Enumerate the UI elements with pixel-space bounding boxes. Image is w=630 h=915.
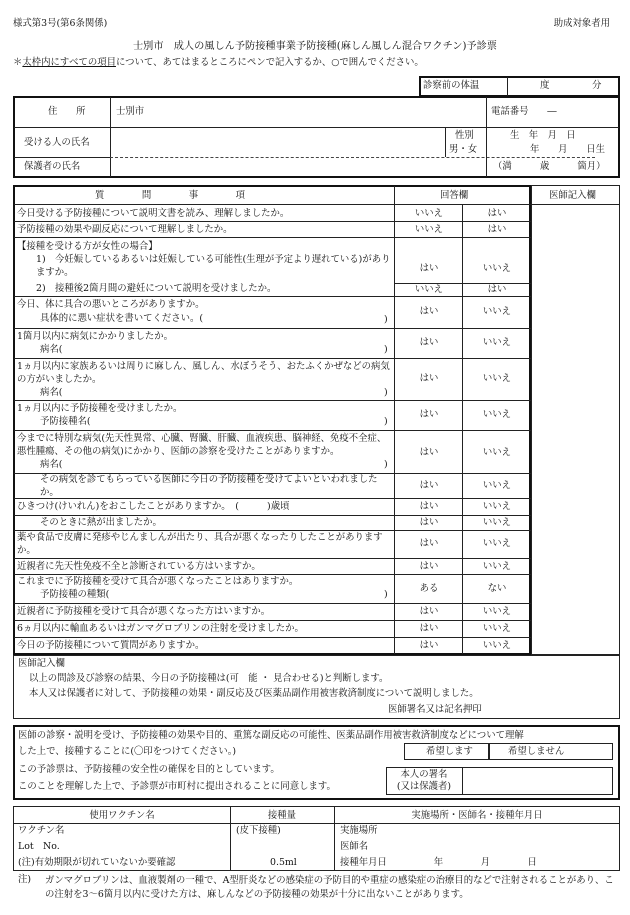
guardian-name-label: 保護者の氏名 — [24, 161, 81, 172]
question-4-detail[interactable]: 具体的に悪い症状を書いてください。( — [40, 313, 204, 324]
q2-yes[interactable]: はい — [487, 224, 507, 235]
question-9b: そのときに熱が出ましたか。 — [40, 517, 162, 528]
q14-no[interactable]: いいえ — [482, 623, 512, 634]
q15-no[interactable]: いいえ — [482, 640, 512, 651]
q4-close-paren: ) — [384, 314, 388, 325]
q13-no[interactable]: いいえ — [482, 606, 512, 617]
question-4: 今日、体に具合の悪いところがありますか。 — [17, 299, 205, 310]
phone-label[interactable]: 電話番号 ― — [491, 106, 557, 117]
question-2: 予防接種の効果や副反応について理解しましたか。 — [17, 224, 233, 235]
question-15: 今日の予防接種について質問がありますか。 — [17, 640, 205, 651]
q3b-yes[interactable]: はい — [487, 284, 507, 295]
question-14: 6ヵ月以内に輸血あるいはガンマグロブリンの注射を受けましたか。 — [17, 623, 304, 634]
consent-line-1: 医師の診察・説明を受け、予防接種の効果や目的、重篤な副反応の可能性、医薬品副作用被害救済制度などについて理解 — [18, 730, 524, 741]
birthdate-value[interactable]: 年 月 日生 — [530, 144, 606, 155]
injection-route: (皮下接種) — [236, 825, 281, 836]
sex-options[interactable]: 男・女 — [449, 144, 478, 155]
form-title: 士別市 成人の風しん予防接種事業予防接種(麻しん風しん混合ワクチン)予診票 — [133, 41, 497, 52]
q6-yes[interactable]: はい — [419, 373, 439, 384]
question-3b: 2) 接種後2箇月間の避妊について説明を受けましたか。 — [36, 283, 277, 294]
q3b-no[interactable]: いいえ — [414, 284, 444, 295]
lot-number-field[interactable]: Lot No. — [18, 841, 60, 852]
question-7: 1ヵ月以内に予防接種を受けましたか。 — [17, 403, 183, 414]
question-6: 1ヵ月以内に家族あるいは周りに麻しん、風しん、水ぼうそう、おたふくかぜなどの病気の方がいましたか。 — [17, 361, 390, 385]
doctor-section-label: 医師記入欄 — [18, 658, 65, 669]
q8-yes[interactable]: はい — [419, 447, 439, 458]
question-13: 近親者に予防接種を受けて具合が悪くなった方はいますか。 — [17, 606, 271, 617]
question-10: 薬や食品で皮膚に発疹やじんましんが出たり、具合が悪くなったりしたことがありますか。 — [17, 532, 383, 556]
doctor-notes-column[interactable] — [531, 185, 620, 655]
vaccination-date-field[interactable]: 接種年月日 年 月 日 — [340, 857, 537, 868]
want-label: 希望します — [426, 746, 473, 757]
q15-yes[interactable]: はい — [419, 640, 439, 651]
place-field[interactable]: 実施場所 — [340, 825, 378, 836]
question-5: 1箇月以内に病気にかかりましたか。 — [17, 331, 173, 342]
q8-close-paren: ) — [384, 459, 388, 470]
question-6-detail[interactable]: 病名( — [40, 387, 63, 398]
expiry-note: (注)有効期限が切れていないか要確認 — [18, 857, 176, 868]
recipient-name-label: 受ける人の氏名 — [24, 137, 90, 148]
doctor-column-header: 医師記入欄 — [549, 190, 596, 201]
address-value[interactable]: 士別市 — [116, 106, 145, 117]
consent-line-4: このことを理解した上で、予診票が市町村に提出されることに同意します。 — [18, 781, 336, 792]
question-5-detail[interactable]: 病名( — [40, 344, 63, 355]
question-8b: その病気を診てもらっている医師に今日の予防接種を受けてよいといわれましたか。 — [40, 474, 378, 498]
question-3-heading: 【接種を受ける方が女性の場合】 — [17, 241, 158, 252]
q5-no[interactable]: いいえ — [482, 337, 512, 348]
q6-no[interactable]: いいえ — [482, 373, 512, 384]
q12-close-paren: ) — [384, 589, 388, 600]
doctor-explanation: 本人又は保護者に対して、予防接種の効果・副反応及び医薬品副作用被害救済制度について説明しました。 — [29, 688, 479, 699]
vaccine-name-header: 使用ワクチン名 — [89, 810, 155, 821]
question-11: 近親者に先天性免疫不全と診断されている方はいますか。 — [17, 561, 261, 572]
q5-close-paren: ) — [384, 344, 388, 355]
q11-no[interactable]: いいえ — [482, 561, 512, 572]
not-want-label: 希望しません — [508, 746, 565, 757]
question-7-detail[interactable]: 予防接種名( — [40, 416, 91, 427]
q8-no[interactable]: いいえ — [482, 447, 512, 458]
q2-no[interactable]: いいえ — [414, 224, 444, 235]
question-1: 今日受ける予防接種について説明文書を読み、理解しましたか。 — [17, 208, 290, 219]
q9b-yes[interactable]: はい — [419, 517, 439, 528]
q10-yes[interactable]: はい — [419, 538, 439, 549]
q1-no[interactable]: いいえ — [414, 208, 444, 219]
form-number: 様式第3号(第6条関係) — [13, 18, 108, 29]
q9-no[interactable]: いいえ — [482, 501, 512, 512]
q1-yes[interactable]: はい — [487, 208, 507, 219]
answer-header: 回答欄 — [440, 190, 469, 201]
q9b-no[interactable]: いいえ — [482, 517, 512, 528]
q8b-no[interactable]: いいえ — [482, 480, 512, 491]
question-12-detail[interactable]: 予防接種の種類( — [40, 589, 110, 600]
q11-yes[interactable]: はい — [419, 561, 439, 572]
consent-line-2: した上で、接種することに(〇印をつけてください。) — [18, 746, 237, 757]
signature-label: 本人の署名 — [400, 769, 448, 780]
footnote-text: ガンマグロブリンは、血液製剤の一種で、A型肝炎などの感染症の予防目的や重症の感染症の治療目的などで注射されることがあり、この注射を3～6箇月以内に受けた方は、麻しんなどの予防接種の効果が十分に出ないことがあります。 — [45, 875, 614, 900]
q3a-no[interactable]: いいえ — [482, 263, 512, 274]
question-9: ひきつけ(けいれん)をおこしたことがありますか。 ( )歳頃 — [17, 501, 290, 512]
q4-yes[interactable]: はい — [419, 306, 439, 317]
q7-no[interactable]: いいえ — [482, 409, 512, 420]
q3a-yes[interactable]: はい — [419, 263, 439, 274]
temperature-degree: 度 — [540, 80, 550, 91]
birthdate-label: 生 年 月 日 — [510, 130, 576, 141]
doctor-name-field[interactable]: 医師名 — [340, 841, 369, 852]
vaccine-name-field[interactable]: ワクチン名 — [18, 825, 65, 836]
consent-line-3: この予診票は、予防接種の安全性の確保を目的としています。 — [18, 764, 280, 775]
question-12: これまでに予防接種を受けて具合が悪くなったことはありますか。 — [17, 576, 299, 587]
q4-no[interactable]: いいえ — [482, 306, 512, 317]
address-label: 住 所 — [48, 106, 86, 117]
question-8-detail[interactable]: 病名( — [40, 459, 63, 470]
instruction-note: ＊太枠内にすべての項目について、あてはまるところにペンで記入するか、○で囲んでください。 — [13, 57, 424, 68]
doctor-judgement[interactable]: 以上の問診及び診察の結果、今日の予防接種は(可 能 ・ 見合わせる)と判断します。 — [29, 673, 389, 684]
q7-close-paren: ) — [384, 416, 388, 427]
question-8: 今までに特別な病気(先天性異常、心臓、腎臓、肝臓、血液疾患、脳神経、免疫不全症、悪性腫瘍、その他の病気)にかかり、医師の診察を受けたことがありますか。 — [17, 433, 387, 457]
q12-no[interactable]: ない — [487, 583, 507, 594]
target-label: 助成対象者用 — [553, 18, 610, 29]
dose-value: 0.5ml — [270, 857, 297, 868]
signature-sublabel: (又は保護者) — [396, 781, 452, 792]
dose-header: 接種量 — [267, 810, 297, 821]
temperature-label: 診察前の体温 — [423, 80, 480, 91]
footnote-mark: 注) — [18, 874, 32, 885]
question-3a: 1) 今妊娠しているあるいは妊娠している可能性(生理が予定より遅れている)がありますか。 — [36, 254, 391, 278]
q5-yes[interactable]: はい — [419, 337, 439, 348]
q7-yes[interactable]: はい — [419, 409, 439, 420]
age-value[interactable]: （満 歳 箇月） — [493, 161, 606, 172]
q13-yes[interactable]: はい — [419, 606, 439, 617]
place-doctor-date-header: 実施場所・医師名・接種年月日 — [411, 810, 543, 821]
q10-no[interactable]: いいえ — [482, 538, 512, 549]
q14-yes[interactable]: はい — [419, 623, 439, 634]
q8b-yes[interactable]: はい — [419, 480, 439, 491]
q9-yes[interactable]: はい — [419, 501, 439, 512]
question-header: 質 問 事 項 — [95, 190, 246, 201]
q12-yes[interactable]: ある — [419, 583, 439, 594]
doctor-section — [13, 655, 620, 719]
sex-label: 性別 — [455, 130, 474, 141]
temperature-minute: 分 — [592, 80, 602, 91]
q6-close-paren: ) — [384, 387, 388, 398]
doctor-signature[interactable]: 医師署名又は記名押印 — [388, 704, 482, 715]
